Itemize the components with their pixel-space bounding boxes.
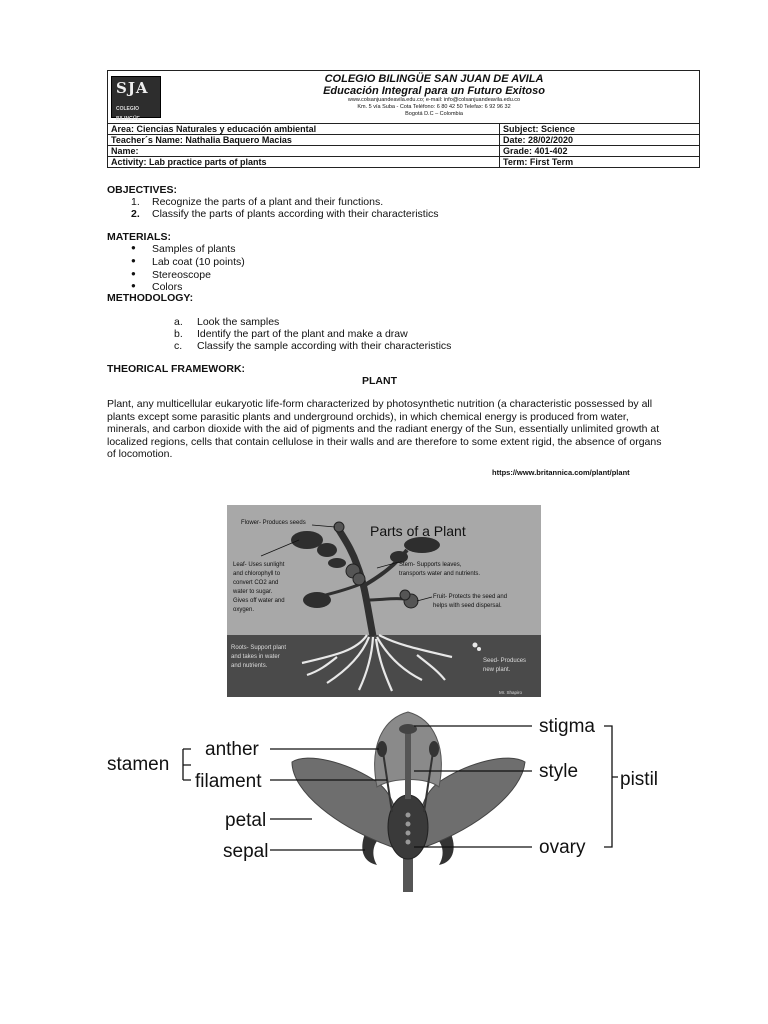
source-link[interactable]: https://www.britannica.com/plant/plant bbox=[492, 468, 630, 477]
objective-number: 1. bbox=[131, 196, 140, 208]
pistil-label: pistil bbox=[620, 769, 659, 790]
seed-drawing bbox=[473, 643, 478, 648]
header-title-cell bbox=[108, 71, 700, 124]
material-item: Stereoscope bbox=[152, 269, 211, 281]
bullet-icon: ● bbox=[131, 281, 136, 290]
leaf-label-line: and chlorophyll to bbox=[233, 571, 281, 577]
sepal-label: sepal bbox=[223, 841, 269, 862]
leaf-label-line: oxygen. bbox=[233, 607, 255, 613]
stamen-label: stamen bbox=[107, 754, 170, 775]
material-item: Samples of plants bbox=[152, 243, 236, 255]
term-cell: Term: First Term bbox=[500, 157, 700, 168]
header-row bbox=[108, 157, 700, 168]
flower-stem-drawing bbox=[403, 857, 413, 892]
stem-label-line: Stem- Supports leaves, bbox=[399, 562, 462, 568]
contact-line-2: Km. 5 vía Suba - Cota Teléfono: 6 80 42 50 Telefax: 6 92 96 32 bbox=[357, 104, 511, 110]
methodology-item: Classify the sample according with their characteristics bbox=[197, 340, 452, 352]
methodology-title: METHODOLOGY: bbox=[107, 292, 194, 304]
objective-number: 2. bbox=[131, 208, 140, 220]
objective-item: Recognize the parts of a plant and their functions. bbox=[152, 196, 384, 208]
flower-label: Flower- Produces seeds bbox=[241, 520, 306, 526]
framework-body: Plant, any multicellular eukaryotic life-form characterized by photosynthetic nutrition (a characteristic possessed by all plants except some parasitic plants and underground orchids), in which chemical energy is produced from water, minerals, and carbon dioxide with the aid of pigments and the radiant energy of the Sun, essentially unlimited growth at localized regions, cells that contain cellulose in their walls and are therefore to some extent rigid, the absence of organs of locomotion. bbox=[107, 398, 662, 460]
objectives-title: OBJECTIVES: bbox=[107, 184, 178, 196]
ovary-drawing bbox=[388, 795, 428, 859]
header-center bbox=[170, 71, 698, 118]
bullet-icon: ● bbox=[131, 243, 136, 252]
stigma-label: stigma bbox=[539, 716, 595, 737]
flower-drawing bbox=[334, 522, 344, 532]
flower-anatomy-figure bbox=[107, 707, 660, 892]
date-cell: Date: 28/02/2020 bbox=[500, 135, 700, 146]
bullet-icon: ● bbox=[131, 256, 136, 265]
figure-credit: Mr. Shapiro bbox=[499, 690, 523, 695]
header-row bbox=[108, 146, 700, 157]
name-cell: Name: bbox=[108, 146, 500, 157]
subject-cell: Subject: Science bbox=[500, 124, 700, 135]
ovary-label: ovary bbox=[539, 837, 586, 858]
bullet-icon: ● bbox=[131, 269, 136, 278]
methodology-letter: c. bbox=[174, 340, 183, 352]
header-table bbox=[107, 70, 700, 168]
fruit-label-line: Fruit- Protects the seed and bbox=[433, 594, 508, 600]
contact-line-3: Bogotá D.C – Colombia bbox=[405, 111, 463, 117]
methodology-letter: a. bbox=[174, 316, 183, 328]
seed-label-line: Seed- Produces bbox=[483, 658, 527, 664]
area-cell: Area: Ciencias Naturales y educación ambiental bbox=[108, 124, 500, 135]
header-row bbox=[108, 135, 700, 146]
leaf-label-line: Leaf- Uses sunlight bbox=[233, 562, 285, 568]
contact-line-1: www.colsanjuandeavila.edu.co; e-mail: info@colsanjuandeavila.edu.co bbox=[347, 97, 521, 103]
methodology-item: Look the samples bbox=[197, 316, 280, 328]
methodology-letter: b. bbox=[174, 328, 183, 340]
material-item: Lab coat (10 points) bbox=[152, 256, 245, 268]
roots-label-line: Roots- Support plant bbox=[231, 645, 287, 651]
leaf-label-line: convert CO2 and bbox=[233, 580, 279, 586]
petal-label: petal bbox=[225, 810, 267, 831]
plant-figure-title: Parts of a Plant bbox=[370, 523, 466, 539]
filament-label: filament bbox=[195, 771, 262, 792]
fruit-label-line: helps with seed dispersal. bbox=[433, 603, 502, 609]
logo-subtext: COLEGIO BILINGÜE bbox=[116, 106, 140, 122]
anther-label: anther bbox=[205, 739, 259, 760]
materials-title: MATERIALS: bbox=[107, 231, 171, 243]
seed-label-line: new plant. bbox=[483, 667, 511, 673]
framework-heading: PLANT bbox=[362, 375, 397, 387]
school-logo bbox=[111, 76, 161, 122]
objective-item: Classify the parts of plants according with their characteristics bbox=[152, 208, 439, 220]
leaf-label-line: water to sugar. bbox=[233, 589, 273, 595]
school-name: COLEGIO BILINGÜE SAN JUAN DE AVILA bbox=[324, 73, 544, 85]
style-label: style bbox=[539, 761, 579, 782]
stem-label-line: transports water and nutrients. bbox=[399, 571, 481, 577]
roots-label-line: and takes in water bbox=[231, 654, 280, 660]
teacher-cell: Teacher´s Name: Nathalia Baquero Macias bbox=[108, 135, 500, 146]
logo-text: SJA bbox=[116, 79, 149, 97]
grade-cell: Grade: 401-402 bbox=[500, 146, 700, 157]
parts-of-plant-figure bbox=[227, 505, 541, 697]
framework-title: THEORICAL FRAMEWORK: bbox=[107, 363, 246, 375]
material-item: Colors bbox=[152, 281, 183, 293]
roots-label-line: and nutrients. bbox=[231, 663, 268, 669]
activity-cell: Activity: Lab practice parts of plants bbox=[108, 157, 500, 168]
header-row bbox=[108, 124, 700, 135]
style-drawing bbox=[405, 729, 411, 799]
methodology-item: Identify the part of the plant and make a draw bbox=[197, 328, 408, 340]
school-motto: Educación Integral para un Futuro Exitoso bbox=[323, 85, 545, 97]
document-header bbox=[107, 70, 700, 167]
leaf-label-line: Gives off water and bbox=[233, 598, 285, 604]
